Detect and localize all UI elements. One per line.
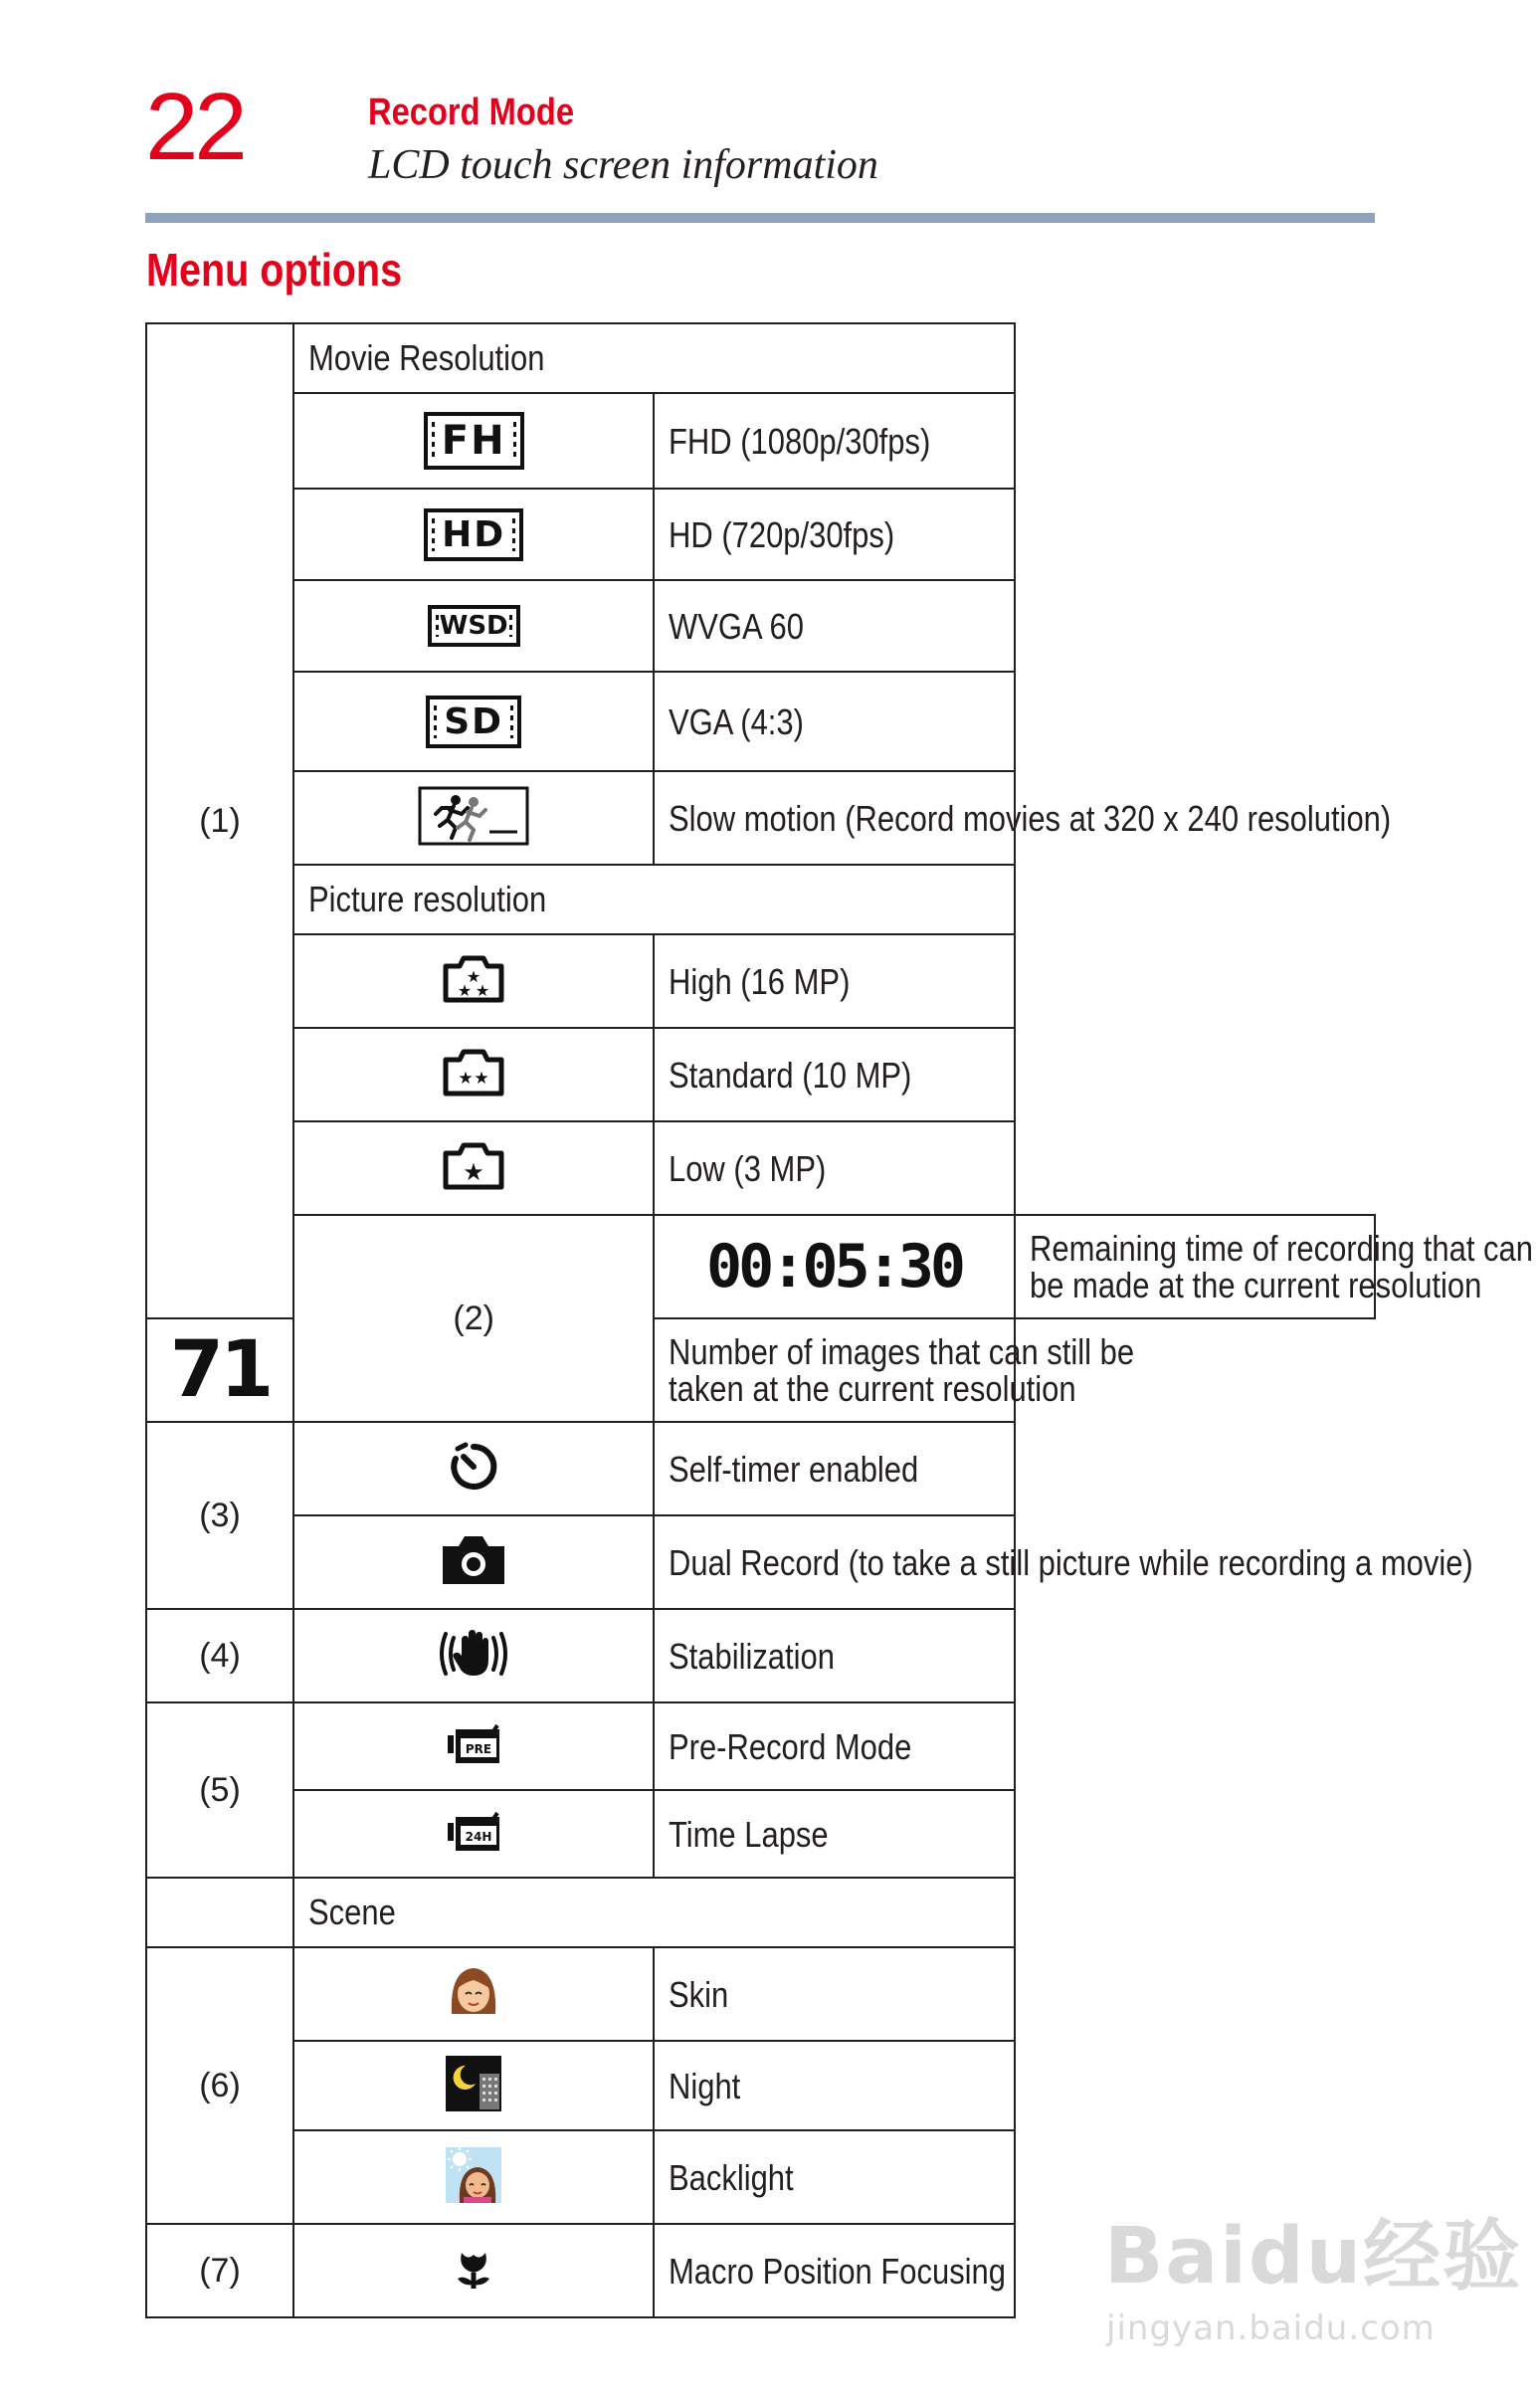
group-number: (6) — [146, 1947, 293, 2224]
images-remaining-readout: 71 — [169, 1325, 271, 1415]
row-description: Night — [654, 2041, 1014, 2130]
row-description: VGA (4:3) — [654, 672, 1014, 771]
row-description: Backlight — [654, 2130, 1014, 2224]
camera-two-stars-icon — [442, 1048, 505, 1098]
sd-icon: SD — [426, 696, 521, 748]
table-row — [146, 1422, 1375, 1515]
table-row — [146, 2041, 1375, 2130]
slow-motion-icon — [418, 786, 529, 846]
self-timer-icon — [448, 1441, 499, 1493]
row-description: High (16 MP) — [654, 934, 1014, 1028]
row-description: Time Lapse — [654, 1790, 1014, 1878]
header-rule — [145, 213, 1375, 223]
row-description: Dual Record (to take a still picture while recording a movie) — [654, 1515, 1014, 1609]
menu-options-table — [145, 322, 1533, 2318]
subheading-picture-resolution: Picture resolution — [293, 865, 1015, 934]
svg-text:★: ★ — [466, 966, 481, 986]
group-number: (4) — [146, 1609, 293, 1702]
row-description: Skin — [654, 1947, 1014, 2041]
pre-record-icon — [446, 1721, 501, 1767]
table-row — [146, 1702, 1375, 1790]
fhd-icon: FH — [424, 412, 524, 470]
table-row — [146, 1878, 1375, 1947]
row-description: Number of images that can still be taken at the current resolution — [654, 1318, 1014, 1422]
group-number: (7) — [146, 2224, 293, 2317]
menu-options-heading: Menu options — [146, 244, 403, 296]
group-number: (1) — [146, 323, 293, 1318]
svg-text:24H: 24H — [465, 1829, 492, 1844]
row-description: Low (3 MP) — [654, 1121, 1014, 1215]
table-row — [146, 934, 1375, 1028]
night-moon-icon — [446, 2056, 501, 2111]
table-row — [146, 865, 1375, 934]
time-lapse-icon — [446, 1809, 501, 1855]
svg-text:PRE: PRE — [466, 1741, 492, 1756]
macro-flower-icon — [454, 2247, 493, 2291]
table-row — [146, 393, 1375, 489]
row-description: Stabilization — [654, 1609, 1014, 1702]
table-row — [146, 672, 1375, 771]
camera-three-stars-icon — [442, 954, 505, 1004]
group-number: (3) — [146, 1422, 293, 1609]
table-row — [146, 1947, 1375, 2041]
subheading-movie-resolution: Movie Resolution — [293, 323, 1015, 393]
section-title: Record Mode — [368, 92, 575, 133]
row-description: Slow motion (Record movies at 320 x 240 resolution) — [654, 771, 1014, 865]
remaining-time-readout: 00:05:30 — [706, 1232, 962, 1301]
row-description: FHD (1080p/30fps) — [654, 393, 1014, 489]
table-row — [146, 1790, 1375, 1878]
row-description: Pre-Record Mode — [654, 1702, 1014, 1790]
table-row — [146, 1215, 1375, 1318]
svg-text:★: ★ — [458, 1068, 474, 1089]
row-description: Self-timer enabled — [654, 1422, 1014, 1515]
watermark-url: jingyan.baidu.com — [1106, 2308, 1436, 2348]
section-subtitle: LCD touch screen information — [368, 142, 878, 188]
backlight-icon — [446, 2147, 501, 2203]
table-row — [146, 489, 1375, 580]
table-row — [146, 1121, 1375, 1215]
page-number: 22 — [145, 74, 244, 180]
svg-text:★: ★ — [474, 1068, 489, 1089]
row-description: HD (720p/30fps) — [654, 489, 1014, 580]
row-description: Remaining time of recording that can be made at the current resolution — [1015, 1215, 1375, 1318]
row-description: Macro Position Focusing — [654, 2224, 1014, 2317]
table-row — [146, 1515, 1375, 1609]
group-number: (5) — [146, 1702, 293, 1878]
table-row — [146, 580, 1375, 672]
camera-one-star-icon — [442, 1141, 505, 1191]
table-row — [146, 771, 1375, 865]
row-description: Standard (10 MP) — [654, 1028, 1014, 1121]
stabilization-hand-icon — [436, 1628, 511, 1680]
watermark-logo: Baidu经验 — [1104, 2212, 1523, 2301]
svg-text:★: ★ — [463, 1157, 484, 1186]
hd-icon: HD — [424, 508, 523, 561]
table-row — [146, 1028, 1375, 1121]
svg-text:★: ★ — [475, 980, 490, 1000]
wsd-icon: WSD — [428, 605, 520, 647]
table-row — [146, 1609, 1375, 1702]
svg-text:★: ★ — [457, 980, 473, 1000]
camera-icon — [441, 1534, 506, 1586]
subheading-scene: Scene — [293, 1878, 1015, 1947]
row-description: WVGA 60 — [654, 580, 1014, 672]
group-number: (2) — [293, 1215, 654, 1422]
skin-face-icon — [446, 1964, 501, 2020]
table-row — [146, 323, 1375, 393]
